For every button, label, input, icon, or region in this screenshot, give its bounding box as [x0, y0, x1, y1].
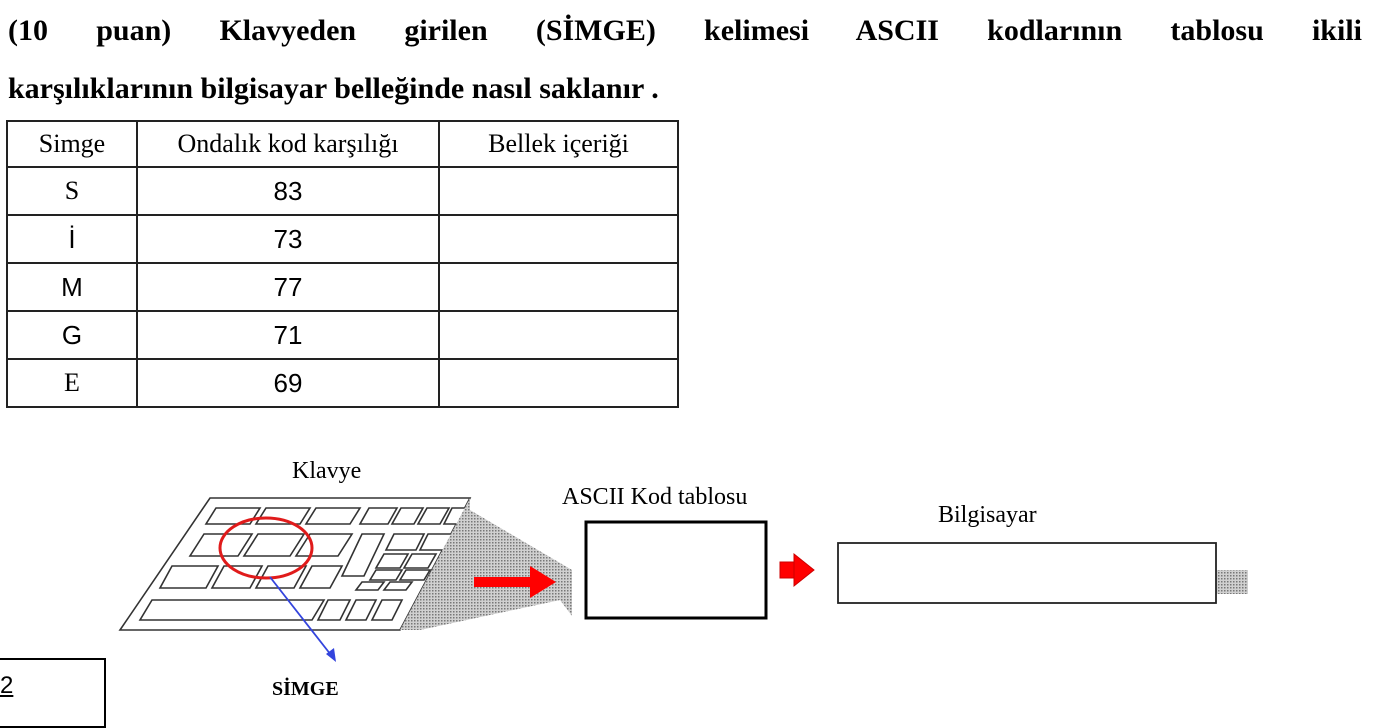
question-line-1: (10 puan) Klavyeden girilen (SİMGE) kelimesi ASCII kodlarının tablosu ikili: [8, 14, 1362, 47]
table-row: [7, 215, 678, 263]
question-text: [8, 0, 1362, 114]
header-symbol: Simge: [7, 121, 137, 167]
computer-box: [838, 543, 1216, 603]
symbol-cell: İ: [7, 215, 137, 263]
memory-cell[interactable]: [439, 311, 678, 359]
symbol-cell: M: [7, 263, 137, 311]
word-label: SİMGE: [272, 678, 339, 700]
table-header-row: [7, 121, 678, 167]
question-line-2: karşılıklarının bilgisayar belleğinde nasıl saklanır .: [8, 72, 659, 105]
computer-shadow: [1216, 570, 1248, 594]
memory-cell[interactable]: [439, 263, 678, 311]
symbol-cell: S: [7, 167, 137, 215]
code-cell: 69: [137, 359, 439, 407]
table-row: [7, 359, 678, 407]
ascii-code-table: [6, 120, 679, 408]
table-row: [7, 167, 678, 215]
code-cell: 77: [137, 263, 439, 311]
ascii-table-label: ASCII Kod tablosu: [562, 484, 748, 510]
table-row: [7, 263, 678, 311]
memory-cell[interactable]: [439, 215, 678, 263]
memory-cell[interactable]: [439, 359, 678, 407]
keyboard-label: Klavye: [292, 458, 362, 484]
computer-label: Bilgisayar: [938, 502, 1037, 528]
symbol-cell: G: [7, 311, 137, 359]
code-cell: 83: [137, 167, 439, 215]
block-arrow-icon: [780, 554, 814, 586]
ascii-table-box: [586, 522, 766, 618]
ascii-flow-diagram: [0, 440, 1380, 727]
answer-box-text: 2: [0, 672, 14, 699]
symbol-cell: E: [7, 359, 137, 407]
code-cell: 73: [137, 215, 439, 263]
memory-cell[interactable]: [439, 167, 678, 215]
header-memory-content: Bellek içeriği: [439, 121, 678, 167]
answer-box: [0, 658, 106, 728]
code-cell: 71: [137, 311, 439, 359]
table-row: [7, 311, 678, 359]
header-decimal-code: Ondalık kod karşılığı: [137, 121, 439, 167]
